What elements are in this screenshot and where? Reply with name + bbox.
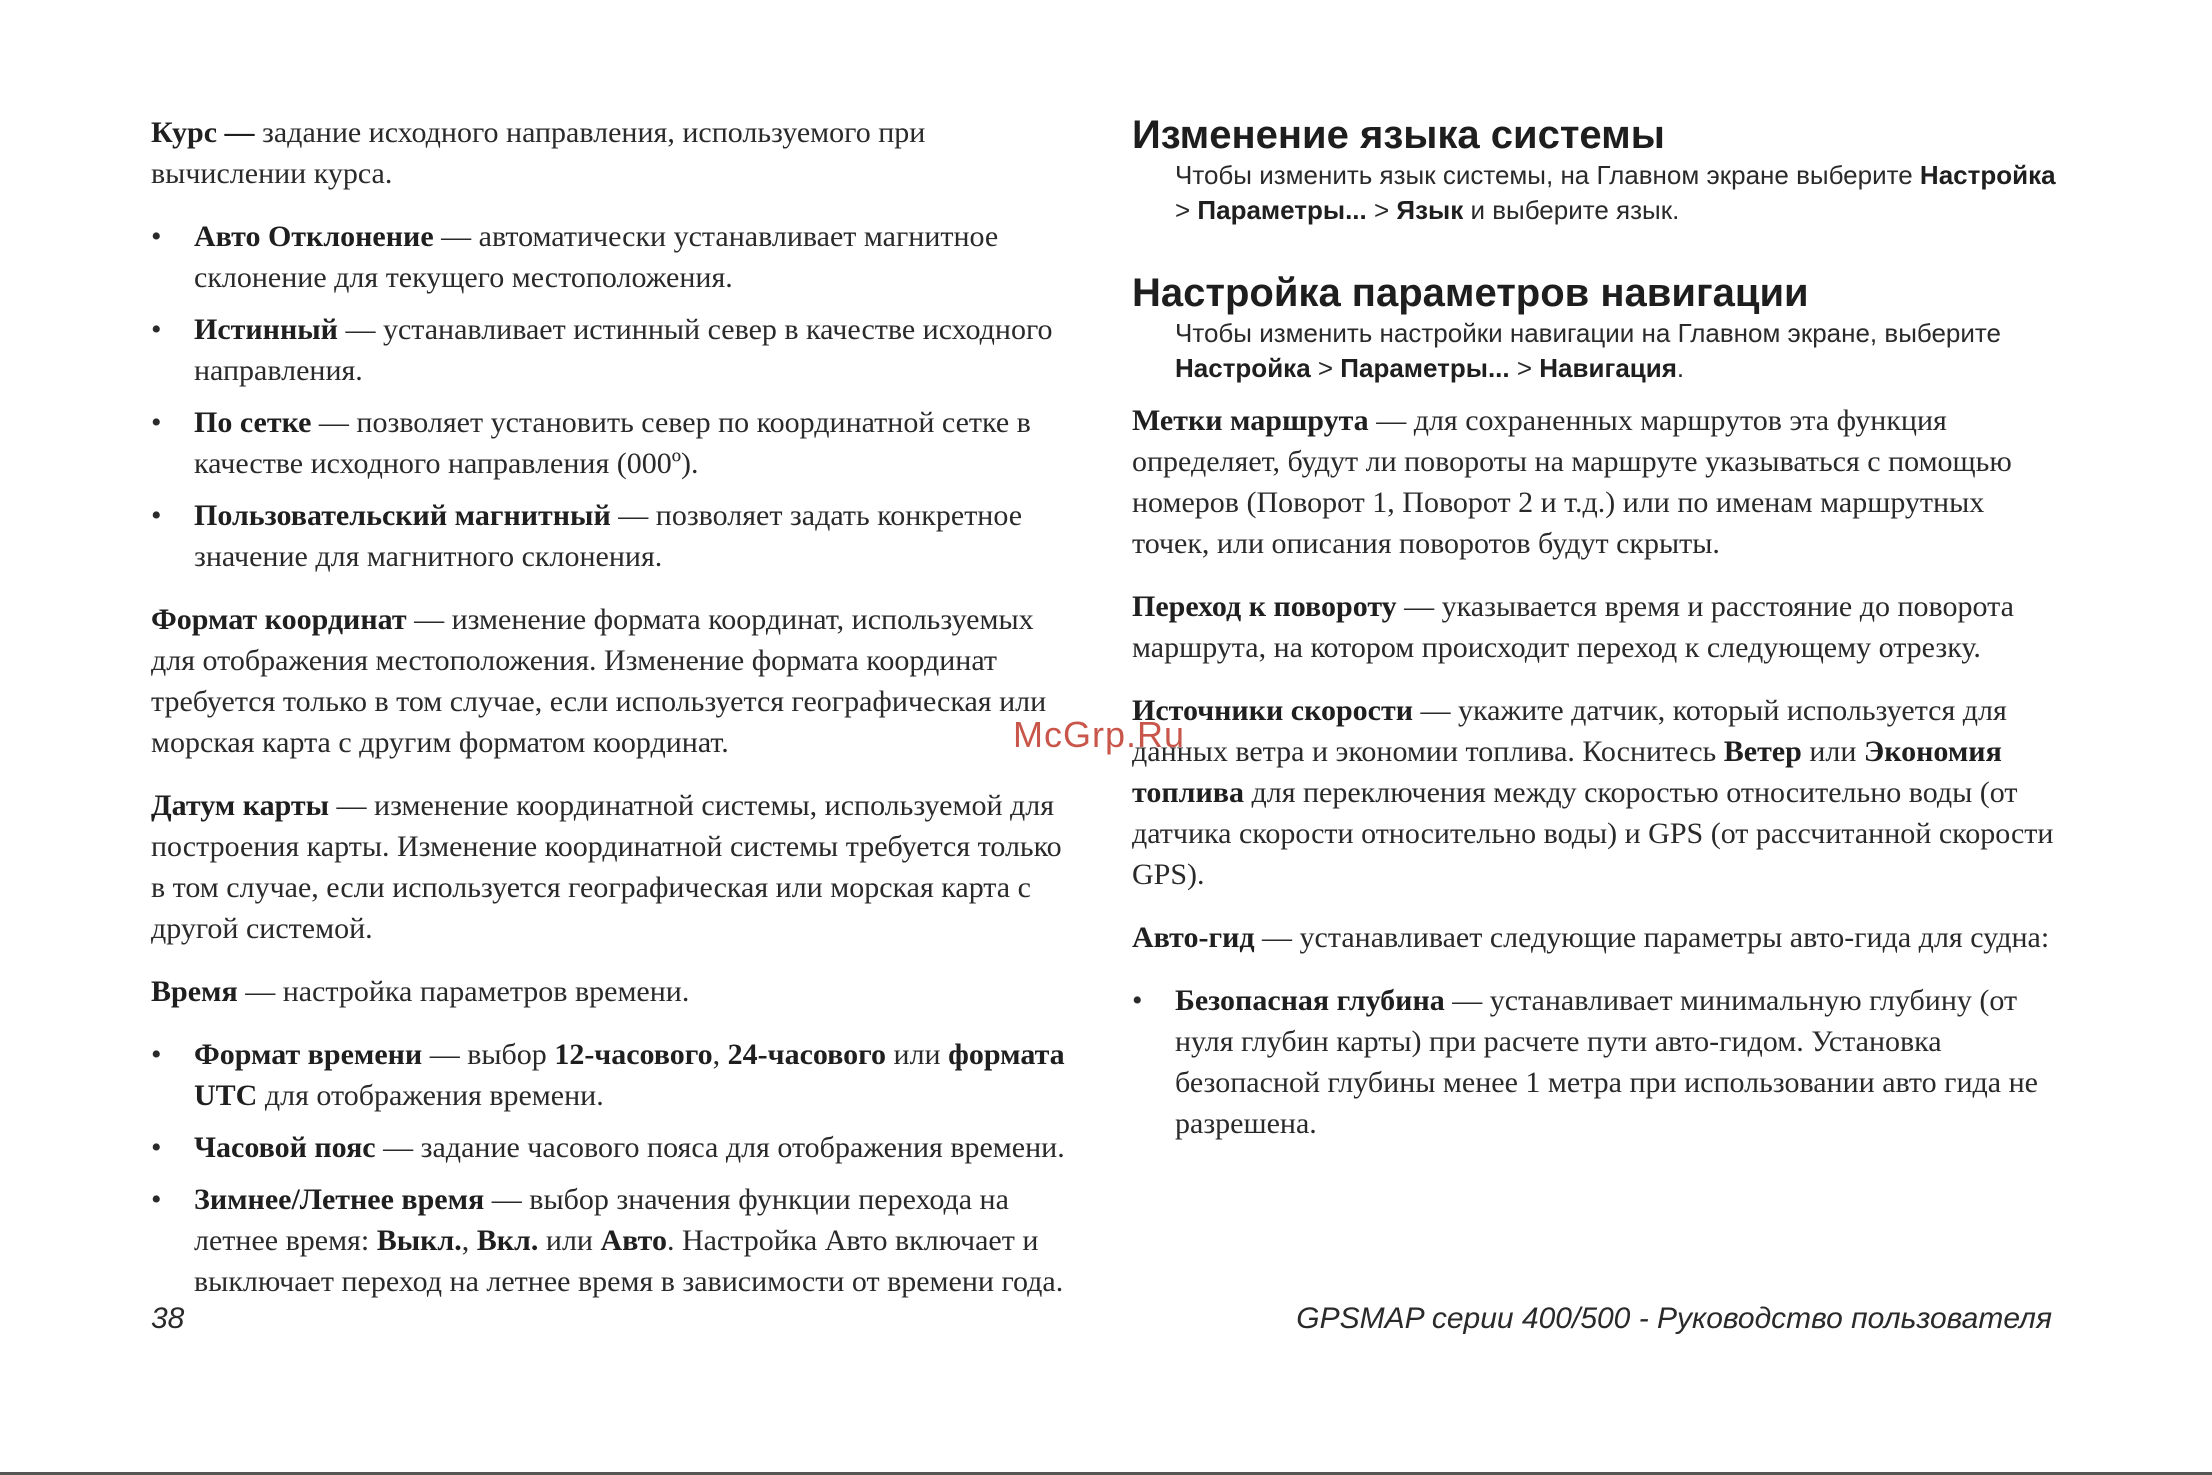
datum-paragraph [151, 785, 1083, 949]
item-text: , [461, 1224, 477, 1257]
list-item [151, 309, 1083, 391]
item-desc: — позволяет задать конкретное значение для магнитного склонения. [194, 499, 1023, 573]
item-desc: — устанавливает истинный север в качестве исходного направления. [194, 313, 1053, 387]
metki-paragraph [1132, 400, 2064, 564]
vremya-term: Время [151, 975, 238, 1008]
item-term: Истинный [194, 313, 338, 346]
metki-term: Метки маршрута [1132, 404, 1369, 437]
intro-text: > [1509, 353, 1540, 383]
intro-text: > [1366, 195, 1397, 225]
perehod-term: Переход к повороту [1132, 590, 1397, 623]
intro-text: Чтобы изменить язык системы, на Главном экране выберите [1175, 160, 1920, 190]
para-text: или [1801, 735, 1864, 768]
item-desc: — устанавливает минимальную глубину (от нуля глубин карты) при расчете пути авто-гидом. Установка безопасной глубины менее 1 метра при использовании авто гида не разрешена. [1175, 984, 2038, 1140]
perehod-desc: — указывается время и расстояние до поворота маршрута, на котором происходит переход к следующему отрезку. [1132, 590, 2014, 664]
item-bold: Вкл. [476, 1224, 539, 1257]
item-text: или [886, 1038, 949, 1071]
list-item [151, 495, 1083, 577]
intro-text: и выберите язык. [1463, 195, 1680, 225]
para-text: для переключения между скоростью относительно воды (от датчика скорости относительно воды) и GPS (от рассчитанной скорости GPS). [1132, 776, 2054, 891]
datum-term: Датум карты [151, 789, 330, 822]
item-text: , [712, 1038, 728, 1071]
list-item [151, 402, 1083, 484]
item-text: . Настройка Авто включает и выключает переход на летнее время в зависимости от времени года. [194, 1224, 1064, 1298]
item-desc: — автоматически устанавливает магнитное склонение для текущего местоположения. [194, 220, 999, 294]
intro-text: Чтобы изменить настройки навигации на Главном экране, выберите [1175, 318, 2001, 348]
item-text: для отображения времени. [257, 1079, 604, 1112]
list-item [1132, 980, 2064, 1144]
item-text: или [538, 1224, 601, 1257]
kurs-desc: задание исходного направления, используемого при вычислении курса. [151, 116, 926, 190]
item-bold: Авто [600, 1224, 667, 1257]
metki-desc: — для сохраненных маршрутов эта функция определяет, будут ли повороты на маршруте указываться с помощью номеров (Поворот 1, Поворот 2 и т.д.) или по именам маршрутных точек, или описания поворотов будут скрыты. [1132, 404, 2012, 560]
intro-bold: Параметры... [1197, 195, 1367, 225]
item-bold: формата UTC [194, 1038, 1065, 1112]
kurs-options-list [151, 216, 1083, 577]
item-term: Безопасная глубина [1175, 984, 1445, 1017]
item-desc: — позволяет установить север по координатной сетке в качестве исходного направления (000º). [194, 406, 1031, 480]
item-text: — выбор значения функции перехода на летнее время: [194, 1183, 1009, 1257]
avtogid-desc: — устанавливает следующие параметры авто-гида для судна: [1254, 921, 2050, 954]
format-desc: — изменение формата координат, используемых для отображения местоположения. Изменение формата координат требуется только в том случае, если используется географическая или морская карта с другим форматом координат. [151, 603, 1047, 759]
vremya-paragraph [151, 971, 1083, 1012]
item-term: Формат времени [194, 1038, 423, 1071]
intro-text: . [1676, 353, 1685, 383]
avtogid-term: Авто-гид [1132, 921, 1255, 954]
item-bold: 12-часового [554, 1038, 713, 1071]
item-term: Пользовательский магнитный [194, 499, 611, 532]
page-number: 38 [151, 1302, 185, 1335]
intro-bold: Настройка [1919, 160, 2056, 190]
item-bold: Выкл. [376, 1224, 462, 1257]
para-text: — укажите датчик, который используется для данных ветра и экономии топлива. Коснитесь [1132, 694, 2007, 768]
intro-bold: Настройка [1175, 353, 1311, 383]
format-term: Формат координат [151, 603, 407, 636]
intro-bold: Язык [1396, 195, 1464, 225]
list-item [151, 1179, 1083, 1302]
istochniki-paragraph [1132, 690, 2064, 895]
intro-bold: Навигация [1539, 353, 1677, 383]
list-item [151, 1034, 1083, 1116]
navigation-instructions [1132, 316, 2064, 386]
intro-bold: Параметры... [1340, 353, 1510, 383]
avtogid-paragraph [1132, 917, 2064, 958]
item-desc: — задание часового пояса для отображения времени. [375, 1131, 1065, 1164]
format-paragraph [151, 599, 1083, 763]
footer-title: GPSMAP серии 400/500 - Руководство пользователя [1296, 1302, 2052, 1335]
intro-text: > [1310, 353, 1341, 383]
section-heading-language: Изменение языка системы [1132, 113, 1665, 157]
avtogid-options-list [1132, 980, 2064, 1144]
item-text: — выбор [422, 1038, 555, 1071]
istochniki-term: Источники скорости [1132, 694, 1414, 727]
item-term: Зимнее/Летнее время [194, 1183, 485, 1216]
vremya-desc: — настройка параметров времени. [237, 975, 690, 1008]
kurs-paragraph [151, 112, 1083, 194]
time-options-list [151, 1034, 1083, 1302]
intro-text: > [1175, 195, 1198, 225]
kurs-term: Курс — [151, 116, 255, 149]
list-item [151, 1127, 1083, 1168]
section-heading-navigation: Настройка параметров навигации [1132, 271, 1809, 315]
item-term: По сетке [194, 406, 312, 439]
watermark: McGrp.Ru [1013, 714, 1186, 755]
para-bold: Экономия топлива [1132, 735, 2002, 809]
left-column [151, 112, 1083, 1324]
perehod-paragraph [1132, 586, 2064, 668]
right-column [1132, 112, 2064, 1166]
list-item [151, 216, 1083, 298]
item-bold: 24-часового [727, 1038, 887, 1071]
item-term: Часовой пояс [194, 1131, 376, 1164]
datum-desc: — изменение координатной системы, используемой для построения карты. Изменение координатной системы требуется только в том случае, если используется географическая или морская карта с другой системой. [151, 789, 1062, 945]
language-instructions [1132, 158, 2064, 228]
item-term: Авто Отклонение [194, 220, 434, 253]
para-bold: Ветер [1723, 735, 1802, 768]
